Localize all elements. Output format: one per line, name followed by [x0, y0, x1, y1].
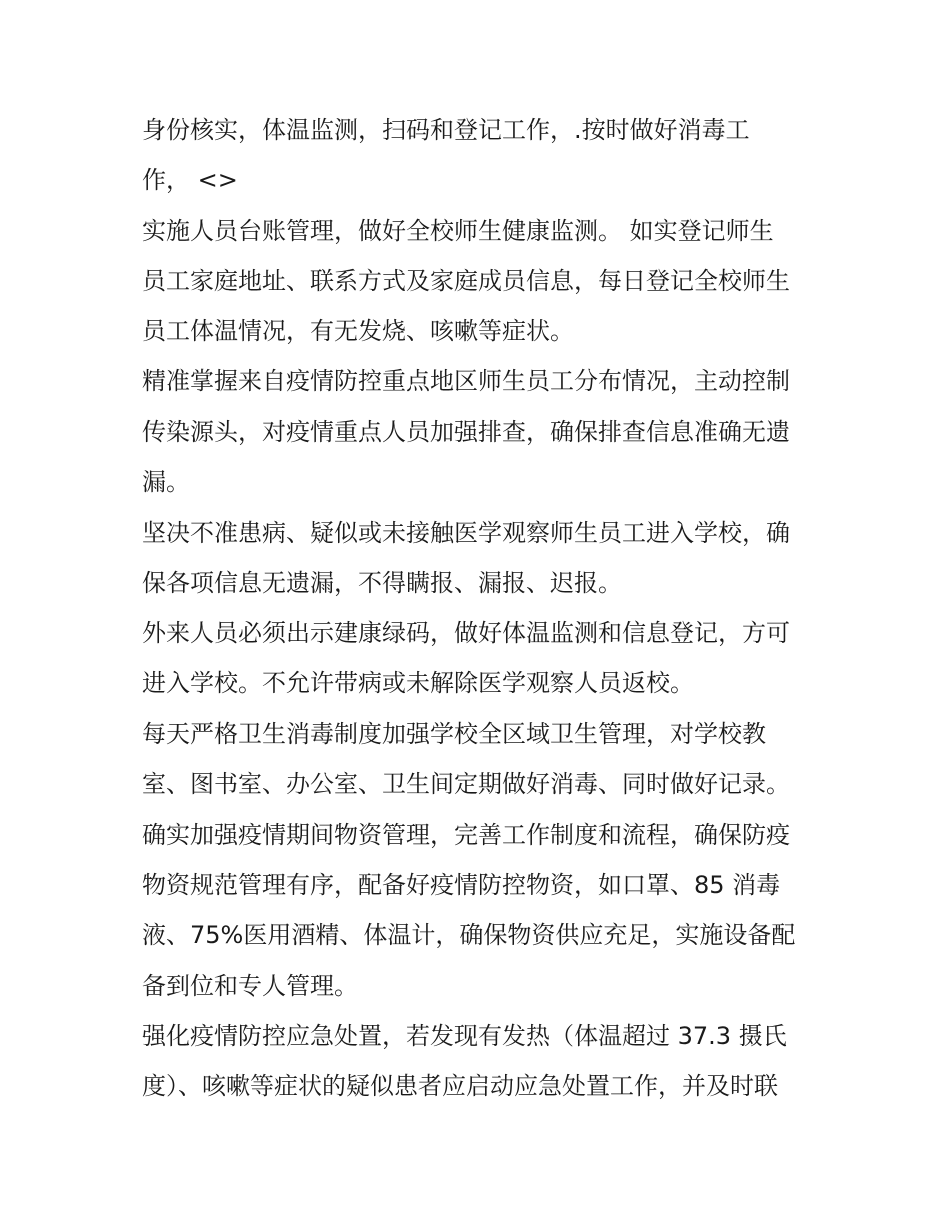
text-line: 物资规范管理有序，配备好疫情防控物资，如口罩、85 消毒	[142, 871, 781, 899]
text-line: 作， <>	[142, 166, 238, 194]
text-line: 保各项信息无遗漏，不得瞒报、漏报、迟报。	[142, 569, 622, 597]
text-line: 强化疫情防控应急处置，若发现有发热（体温超过 37.3 摄氏	[142, 1022, 787, 1050]
text-line: 室、图书室、办公室、卫生间定期做好消毒、同时做好记录。	[142, 770, 790, 798]
text-line: 度）、咳嗽等症状的疑似患者应启动应急处置工作，并及时联	[142, 1072, 778, 1100]
text-line: 漏。	[142, 468, 190, 496]
text-line: 员工体温情况，有无发烧、咳嗽等症状。	[142, 317, 574, 345]
text-line: 进入学校。不允许带病或未解除医学观察人员返校。	[142, 669, 694, 697]
text-line: 员工家庭地址、联系方式及家庭成员信息，每日登记全校师生	[142, 267, 790, 295]
text-line: 液、75%医用酒精、体温计，确保物资供应充足，实施设备配	[142, 921, 796, 949]
text-line: 传染源头，对疫情重点人员加强排查，确保排查信息准确无遗	[142, 418, 790, 446]
text-line: 身份核实，体温监测，扫码和登记工作，.按时做好消毒工	[142, 116, 750, 144]
text-line: 精准掌握来自疫情防控重点地区师生员工分布情况，主动控制	[142, 367, 790, 395]
text-line: 每天严格卫生消毒制度加强学校全区域卫生管理，对学校教	[142, 720, 766, 748]
text-line: 实施人员台账管理，做好全校师生健康监测。 如实登记师生	[142, 217, 774, 245]
text-line: 外来人员必须出示建康绿码，做好体温监测和信息登记，方可	[142, 619, 790, 647]
text-line: 确实加强疫情期间物资管理，完善工作制度和流程，确保防疫	[142, 821, 790, 849]
text-line: 坚决不准患病、疑似或未接触医学观察师生员工进入学校，确	[142, 519, 790, 547]
text-line: 备到位和专人管理。	[142, 972, 358, 1000]
